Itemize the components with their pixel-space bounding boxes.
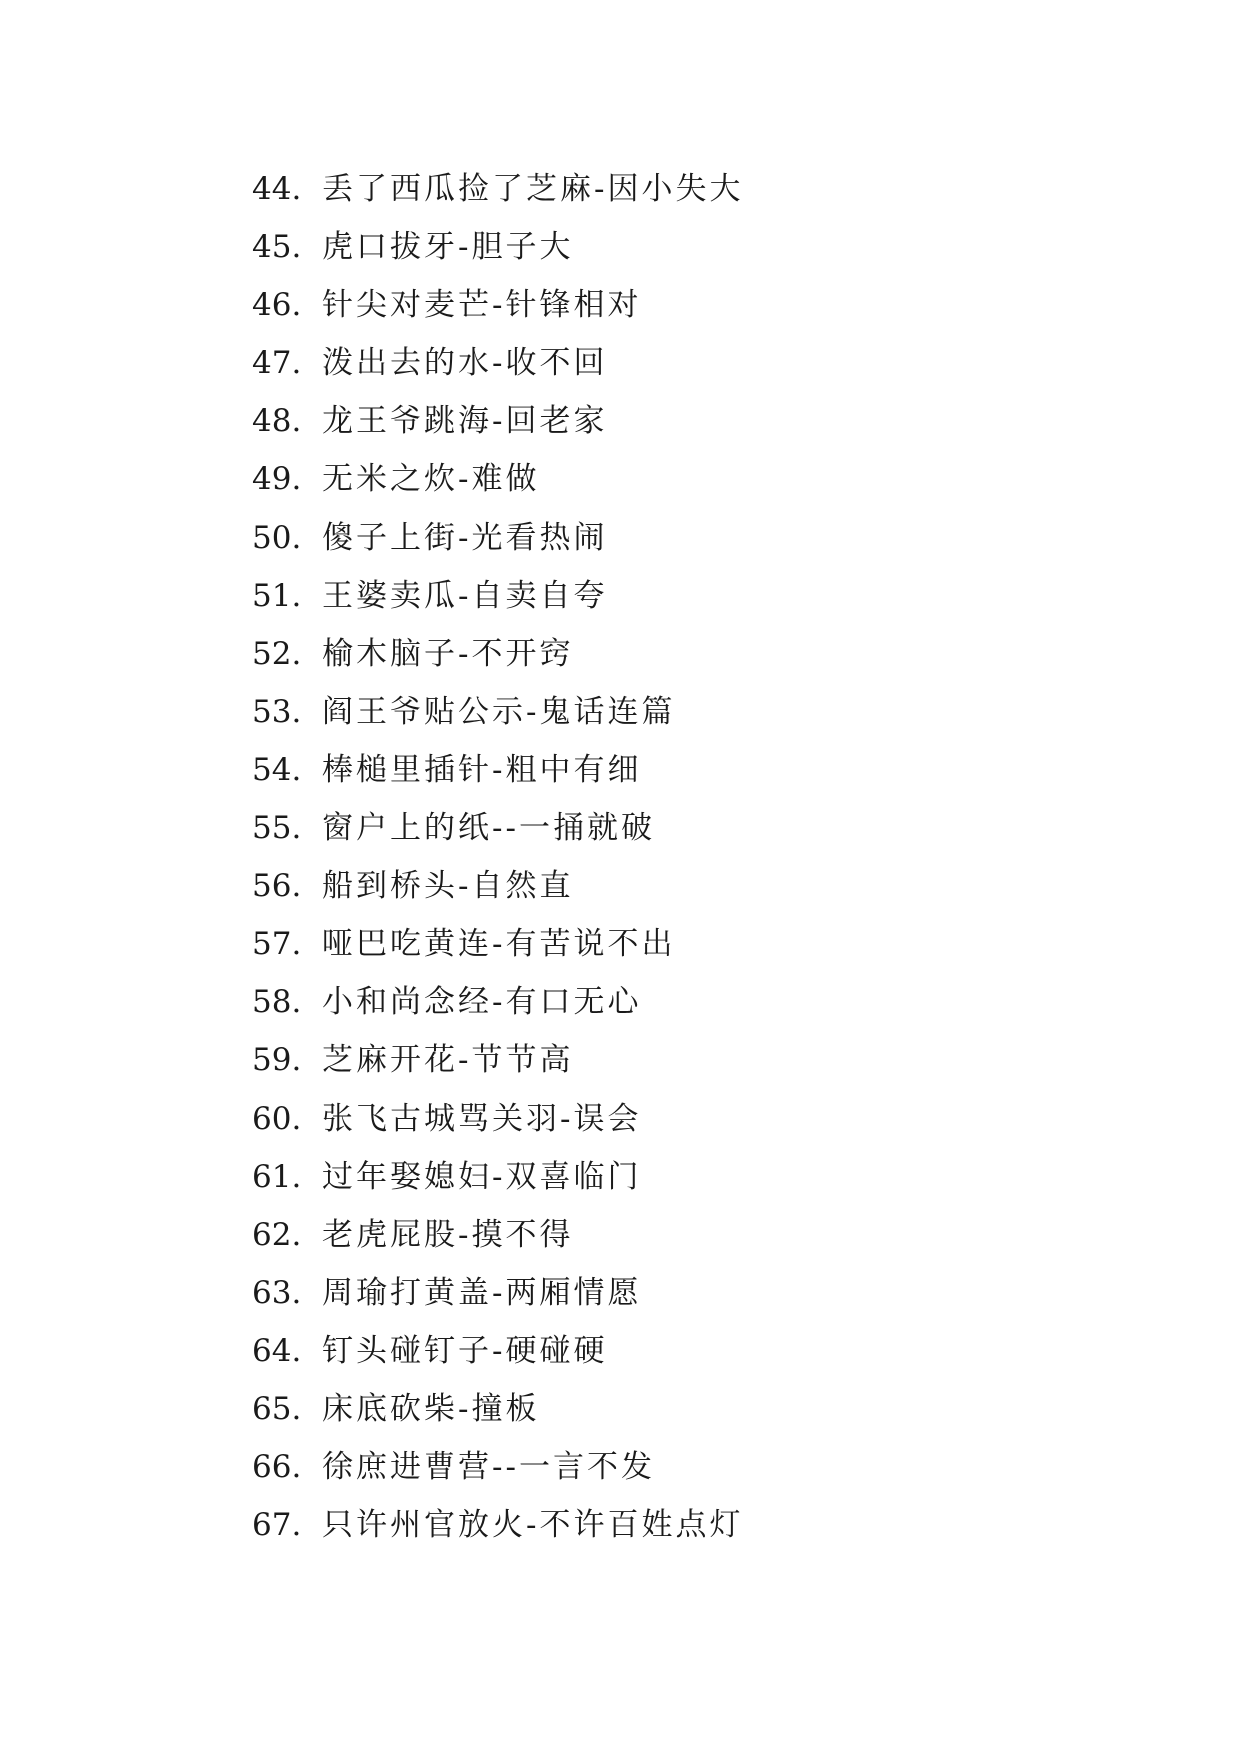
item-text: 芝麻开花-节节高: [322, 1042, 574, 1079]
item-text: 无米之炊-难做: [322, 461, 540, 498]
list-item: [252, 915, 743, 973]
item-text: 钉头碰钉子-硬碰硬: [322, 1332, 608, 1369]
item-number: 66.: [252, 1449, 302, 1486]
item-text: 窗户上的纸--一捅就破: [322, 810, 655, 847]
item-number: 49.: [252, 461, 302, 498]
item-text: 船到桥头-自然直: [322, 868, 574, 905]
list-item: [252, 1090, 743, 1148]
item-text: 泼出去的水-收不回: [322, 345, 608, 382]
item-number: 53.: [252, 693, 302, 730]
list-item: [252, 218, 743, 276]
item-number: 63.: [252, 1274, 302, 1311]
item-text: 过年娶媳妇-双喜临门: [322, 1158, 642, 1195]
item-number: 64.: [252, 1332, 302, 1369]
item-number: 55.: [252, 810, 302, 847]
list-item: [252, 509, 743, 567]
item-text: 徐庶进曹营--一言不发: [322, 1449, 655, 1486]
list-item: [252, 1148, 743, 1206]
item-number: 58.: [252, 984, 302, 1021]
list-item: [252, 625, 743, 683]
item-number: 59.: [252, 1042, 302, 1079]
item-number: 52.: [252, 635, 302, 672]
item-text: 老虎屁股-摸不得: [322, 1216, 574, 1253]
item-text: 周瑜打黄盖-两厢情愿: [322, 1274, 642, 1311]
list-item: [252, 1380, 743, 1438]
list-item: [252, 973, 743, 1031]
proverb-list: [252, 160, 743, 1554]
list-item: [252, 160, 743, 218]
item-text: 丢了西瓜捡了芝麻-因小失大: [322, 171, 744, 207]
item-number: 65.: [252, 1390, 302, 1427]
item-number: 45.: [252, 229, 302, 266]
list-item: [252, 334, 743, 392]
item-text: 榆木脑子-不开窍: [322, 635, 574, 672]
item-number: 62.: [252, 1216, 302, 1253]
item-number: 54.: [252, 751, 302, 788]
list-item: [252, 1206, 743, 1264]
item-number: 56.: [252, 868, 302, 905]
list-item: [252, 1031, 743, 1089]
item-number: 60.: [252, 1100, 302, 1137]
list-item: [252, 741, 743, 799]
item-text: 王婆卖瓜-自卖自夸: [322, 577, 608, 614]
list-item: [252, 276, 743, 334]
item-number: 57.: [252, 926, 302, 963]
item-number: 46.: [252, 287, 302, 324]
item-text: 张飞古城骂关羽-误会: [322, 1100, 642, 1137]
item-text: 床底砍柴-撞板: [322, 1390, 540, 1427]
list-item: [252, 1322, 743, 1380]
list-item: [252, 1438, 743, 1496]
item-number: 44.: [252, 171, 302, 207]
list-item: [252, 392, 743, 450]
item-number: 48.: [252, 403, 302, 440]
list-item: [252, 857, 743, 915]
item-text: 虎口拔牙-胆子大: [322, 229, 574, 266]
item-text: 傻子上街-光看热闹: [322, 519, 608, 556]
item-number: 61.: [252, 1158, 302, 1195]
item-text: 棒槌里插针-粗中有细: [322, 751, 642, 788]
item-text: 只许州官放火-不许百姓点灯: [322, 1507, 744, 1544]
item-number: 47.: [252, 345, 302, 382]
list-item: [252, 683, 743, 741]
list-item: [252, 450, 743, 508]
item-text: 阎王爷贴公示-鬼话连篇: [322, 693, 676, 730]
item-number: 67.: [252, 1507, 302, 1544]
list-item: [252, 1496, 743, 1554]
item-text: 龙王爷跳海-回老家: [322, 403, 608, 440]
item-number: 50.: [252, 519, 302, 556]
list-item: [252, 567, 743, 625]
list-item: [252, 1264, 743, 1322]
item-number: 51.: [252, 577, 302, 614]
item-text: 哑巴吃黄连-有苦说不出: [322, 926, 676, 963]
item-text: 小和尚念经-有口无心: [322, 984, 642, 1021]
item-text: 针尖对麦芒-针锋相对: [322, 287, 642, 324]
list-item: [252, 799, 743, 857]
